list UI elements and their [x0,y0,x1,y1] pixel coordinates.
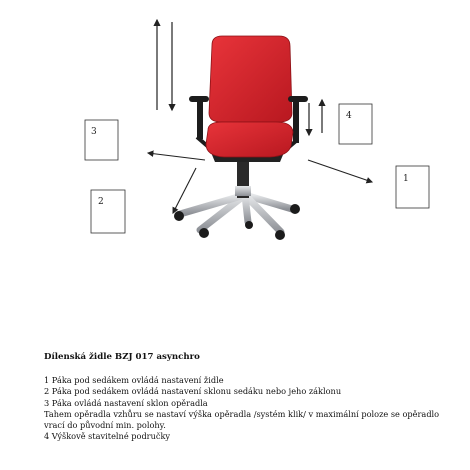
arrow-callout-3 [148,153,205,160]
description-line-4: Tahem opěradla vzhůru se nastaví výška opěradla /systém klik/ v maximální poloze se opěradlo vrací do původní min. polohy. [44,408,440,431]
callout-label-4: 4 [346,111,352,121]
backrest-height-arrow [157,20,172,110]
callout-label-1: 1 [403,174,409,184]
callout-box-1 [396,166,429,208]
arrow-callout-1 [308,160,372,182]
description-line-2: 2 Páka pod sedákem ovládá nastavení sklonu sedáku nebo jeho záklonu [44,386,342,397]
document-title: Dílenská židle BZJ 017 asynchro [44,352,200,362]
description-line-5: 4 Výškově stavitelné područky [44,431,171,442]
callout-label-3: 3 [91,127,97,137]
callout-box-4 [339,104,372,144]
backrest [209,36,292,122]
callout-label-2: 2 [98,197,104,207]
office-chair-illustration [174,36,308,240]
chair-description [44,352,454,442]
callout-box-2 [91,190,125,233]
description-line-3: 3 Páka ovládá nastavení sklon opěradla [44,397,208,408]
callout-box-3 [85,120,118,160]
seat-cushion [206,122,293,157]
description-line-1: 1 Páka pod sedákem ovládá nastavení židle [44,375,224,386]
armrest-height-arrow [309,100,322,135]
chair-base [174,195,300,240]
arrow-callout-2 [173,168,196,213]
